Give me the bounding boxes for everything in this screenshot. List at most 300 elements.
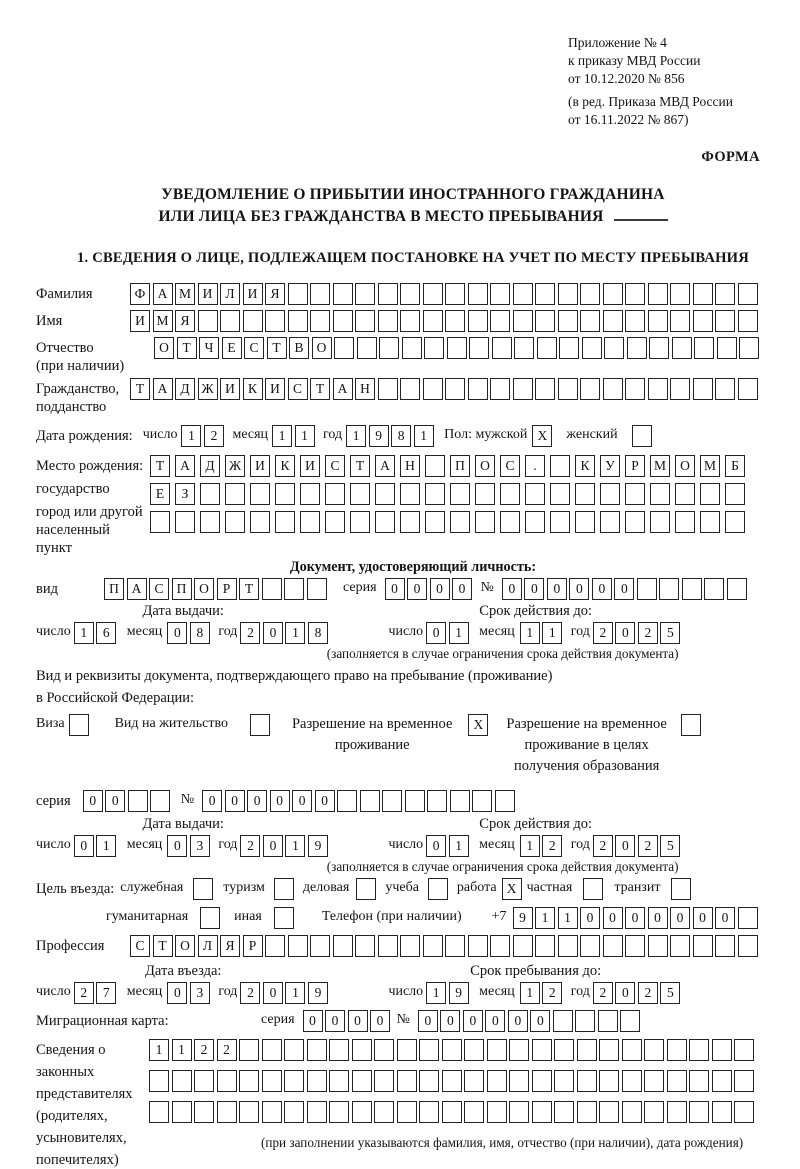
year-label: год	[570, 836, 590, 852]
char-cell: Т	[177, 337, 197, 359]
char-cell: Л	[220, 283, 240, 305]
char-cell	[715, 935, 735, 957]
char-cell	[378, 283, 398, 305]
char-cell	[300, 483, 320, 505]
char-cell: Я	[220, 935, 240, 957]
char-cell	[450, 511, 470, 533]
char-cell	[419, 1070, 439, 1092]
char-cell	[734, 1039, 754, 1061]
char-cell	[537, 337, 557, 359]
sex-female-checkbox	[632, 425, 652, 447]
char-cell	[550, 483, 570, 505]
char-cell	[558, 283, 578, 305]
char-cell: 7	[96, 982, 116, 1004]
char-cell	[603, 935, 623, 957]
char-cell: Б	[725, 455, 745, 477]
char-cell: О	[175, 935, 195, 957]
char-cell	[532, 1101, 552, 1123]
residence-dates-row	[36, 816, 790, 875]
char-cell	[554, 1070, 574, 1092]
char-cell	[243, 310, 263, 332]
char-cell: 8	[308, 622, 328, 644]
valid-note: (заполняется в случае ограничения срока действия документа)	[326, 858, 679, 874]
residence-permit-row	[36, 714, 790, 777]
char-cell	[265, 310, 285, 332]
char-cell	[469, 337, 489, 359]
char-cell	[700, 483, 720, 505]
valid-note: (заполняется в случае ограничения срока действия документа)	[326, 646, 679, 662]
char-cell	[464, 1101, 484, 1123]
char-cell	[667, 1070, 687, 1092]
char-cell	[265, 935, 285, 957]
char-cell	[379, 337, 399, 359]
char-cell	[625, 935, 645, 957]
char-cell: 0	[592, 578, 612, 600]
char-cell: 8	[391, 425, 411, 447]
char-cell: И	[198, 283, 218, 305]
char-cell	[598, 1010, 618, 1032]
char-cell	[667, 1101, 687, 1123]
char-cell: 0	[370, 1010, 390, 1032]
char-cell: А	[333, 378, 353, 400]
char-cell	[400, 310, 420, 332]
char-cell	[172, 1070, 192, 1092]
char-cell	[250, 483, 270, 505]
char-cell	[425, 455, 445, 477]
char-cell: 2	[204, 425, 224, 447]
char-cell	[310, 935, 330, 957]
surname-row	[36, 283, 790, 305]
char-cell: 0	[315, 790, 335, 812]
char-cell	[689, 1070, 709, 1092]
sex-male-checkbox: X	[532, 425, 552, 447]
char-cell: 9	[308, 835, 328, 857]
char-cell	[580, 310, 600, 332]
char-cell: П	[104, 578, 124, 600]
char-cell	[525, 511, 545, 533]
doc-valid-month-cells	[520, 622, 565, 644]
char-cell: 0	[167, 622, 187, 644]
char-cell: Т	[239, 578, 259, 600]
day-label: число	[36, 624, 71, 640]
citizenship-label: Гражданство, подданство	[36, 381, 120, 416]
char-cell: Н	[355, 378, 375, 400]
char-cell	[513, 283, 533, 305]
char-cell: А	[127, 578, 147, 600]
birth-place-cells-block	[150, 455, 750, 539]
char-cell	[262, 1070, 282, 1092]
char-cell	[577, 1039, 597, 1061]
char-cell: А	[153, 283, 173, 305]
char-cell	[300, 511, 320, 533]
surname-label: Фамилия	[36, 286, 93, 303]
char-cell	[509, 1070, 529, 1092]
doc-issue-group	[36, 603, 330, 644]
purpose-private-checkbox	[583, 878, 603, 900]
month-label: месяц	[479, 624, 515, 640]
char-cell	[625, 511, 645, 533]
stay-month-cells	[520, 982, 565, 1004]
char-cell: Т	[130, 378, 150, 400]
char-cell	[424, 337, 444, 359]
char-cell	[378, 310, 398, 332]
char-cell	[659, 578, 679, 600]
purpose-business-checkbox	[356, 878, 376, 900]
char-cell	[715, 378, 735, 400]
char-cell: О	[475, 455, 495, 477]
patronymic-row	[36, 337, 790, 375]
char-cell	[575, 483, 595, 505]
month-label: месяц	[126, 983, 163, 999]
temp-permit-label: Разрешение на временное проживание	[291, 715, 453, 753]
mig-number-label: №	[396, 1011, 410, 1027]
purpose-study-label: учеба	[385, 879, 419, 895]
char-cell	[693, 935, 713, 957]
char-cell	[580, 283, 600, 305]
char-cell	[532, 1039, 552, 1061]
char-cell: 1	[426, 982, 446, 1004]
char-cell: 0	[270, 790, 290, 812]
char-cell	[445, 935, 465, 957]
char-cell	[355, 935, 375, 957]
char-cell	[423, 378, 443, 400]
char-cell	[670, 283, 690, 305]
char-cell	[580, 935, 600, 957]
char-cell: 1	[449, 835, 469, 857]
char-cell	[329, 1039, 349, 1061]
char-cell	[727, 578, 747, 600]
res-issue-month-cells	[167, 835, 212, 857]
char-cell	[423, 283, 443, 305]
res-number-label: №	[180, 791, 195, 807]
identity-doc-header: Документ, удостоверяющий личность:	[289, 559, 537, 576]
char-cell: 0	[452, 578, 472, 600]
char-cell	[650, 483, 670, 505]
char-cell: 0	[325, 1010, 345, 1032]
char-cell	[284, 578, 304, 600]
char-cell	[225, 511, 245, 533]
birth-place-label: Место рождения: государство город или другой населенный пункт	[36, 457, 144, 557]
char-cell	[468, 310, 488, 332]
char-cell: 9	[449, 982, 469, 1004]
char-cell	[689, 1101, 709, 1123]
char-cell: С	[500, 455, 520, 477]
stay-until-group	[388, 963, 682, 1004]
char-cell	[648, 310, 668, 332]
char-cell	[425, 483, 445, 505]
char-cell: 9	[513, 907, 533, 929]
char-cell	[357, 337, 377, 359]
char-cell: 1	[149, 1039, 169, 1061]
char-cell	[682, 578, 702, 600]
char-cell	[738, 907, 758, 929]
char-cell: 0	[615, 982, 635, 1004]
char-cell	[670, 310, 690, 332]
char-cell: Т	[153, 935, 173, 957]
edu-permit-label: Разрешение на временное проживание в целях получения образования	[506, 715, 667, 774]
char-cell: 0	[105, 790, 125, 812]
year-label: год	[570, 624, 590, 640]
char-cell	[535, 378, 555, 400]
char-cell	[355, 283, 375, 305]
entry-year-cells	[240, 982, 330, 1004]
char-cell: 0	[426, 835, 446, 857]
char-cell	[464, 1039, 484, 1061]
char-cell: О	[194, 578, 214, 600]
char-cell	[217, 1101, 237, 1123]
char-cell: Ч	[199, 337, 219, 359]
ref-line: от 10.12.2020 № 856	[568, 70, 685, 86]
char-cell	[194, 1070, 214, 1092]
guardians-cells-3	[149, 1101, 757, 1123]
char-cell	[625, 283, 645, 305]
char-cell	[442, 1101, 462, 1123]
char-cell: 1	[295, 425, 315, 447]
char-cell	[649, 337, 669, 359]
day-label: число	[388, 836, 424, 852]
birth-place-cells-3	[150, 511, 750, 533]
guardians-cells-1	[149, 1039, 757, 1061]
month-label: месяц	[126, 624, 163, 640]
char-cell	[172, 1101, 192, 1123]
char-cell	[333, 310, 353, 332]
char-cell	[558, 310, 578, 332]
char-cell	[689, 1039, 709, 1061]
char-cell	[694, 337, 714, 359]
char-cell: 0	[430, 578, 450, 600]
char-cell	[603, 310, 623, 332]
char-cell	[535, 283, 555, 305]
stay-day-cells	[426, 982, 471, 1004]
day-label: число	[36, 836, 71, 852]
char-cell	[472, 790, 492, 812]
purpose-row-2	[36, 907, 790, 929]
char-cell	[625, 483, 645, 505]
visa-label: Виза	[36, 715, 65, 731]
char-cell	[603, 378, 623, 400]
char-cell	[675, 483, 695, 505]
char-cell: И	[250, 455, 270, 477]
char-cell	[194, 1101, 214, 1123]
char-cell: Д	[200, 455, 220, 477]
char-cell: Т	[150, 455, 170, 477]
char-cell: И	[130, 310, 150, 332]
doc-valid-day-cells	[426, 622, 471, 644]
res-valid-day-cells	[426, 835, 471, 857]
char-cell	[734, 1101, 754, 1123]
doc-series-cells	[385, 578, 475, 600]
char-cell	[644, 1101, 664, 1123]
char-cell: Р	[625, 455, 645, 477]
char-cell: Ф	[130, 283, 150, 305]
purpose-official-checkbox	[193, 878, 213, 900]
char-cell	[514, 337, 534, 359]
char-cell	[577, 1101, 597, 1123]
res-series-cells	[83, 790, 173, 812]
char-cell	[400, 511, 420, 533]
purpose-official-label: служебная	[120, 879, 184, 895]
patronymic-cells	[154, 337, 762, 359]
profession-row	[36, 935, 790, 957]
char-cell	[374, 1101, 394, 1123]
char-cell	[402, 337, 422, 359]
char-cell	[375, 511, 395, 533]
char-cell	[262, 1101, 282, 1123]
char-cell: К	[575, 455, 595, 477]
char-cell	[352, 1070, 372, 1092]
char-cell	[225, 483, 245, 505]
purpose-private-label: частная	[526, 879, 573, 895]
char-cell	[715, 310, 735, 332]
char-cell: 2	[74, 982, 94, 1004]
mig-series-cells	[303, 1010, 393, 1032]
char-cell: Д	[175, 378, 195, 400]
char-cell	[553, 1010, 573, 1032]
purpose-transit-label: транзит	[614, 879, 661, 895]
birth-year-cells	[346, 425, 436, 447]
forma-label: ФОРМА	[701, 149, 760, 166]
res-issue-year-cells	[240, 835, 330, 857]
char-cell	[693, 310, 713, 332]
char-cell	[513, 310, 533, 332]
char-cell: М	[650, 455, 670, 477]
char-cell	[397, 1101, 417, 1123]
ref-line: к приказу МВД России	[568, 52, 701, 68]
char-cell: 2	[240, 982, 260, 1004]
char-cell	[382, 790, 402, 812]
char-cell: Л	[198, 935, 218, 957]
char-cell	[535, 310, 555, 332]
char-cell	[175, 511, 195, 533]
char-cell: С	[244, 337, 264, 359]
char-cell: И	[265, 378, 285, 400]
stay-until-header: Срок пребывания до:	[470, 962, 602, 979]
char-cell	[310, 283, 330, 305]
char-cell: 1	[181, 425, 201, 447]
char-cell: Т	[350, 455, 370, 477]
char-cell	[450, 790, 470, 812]
month-label: месяц	[479, 836, 515, 852]
char-cell	[337, 790, 357, 812]
purpose-row	[36, 878, 790, 900]
char-cell: 0	[625, 907, 645, 929]
char-cell: 5	[660, 835, 680, 857]
char-cell: Н	[400, 455, 420, 477]
mig-series-label: серия	[261, 1011, 295, 1027]
char-cell	[738, 283, 758, 305]
char-cell: 0	[603, 907, 623, 929]
given-name-label: Имя	[36, 313, 63, 330]
char-cell: 1	[558, 907, 578, 929]
char-cell	[509, 1039, 529, 1061]
char-cell	[442, 1039, 462, 1061]
char-cell	[712, 1070, 732, 1092]
char-cell	[625, 378, 645, 400]
char-cell	[419, 1101, 439, 1123]
residence-doc-text-2: в Российской Федерации:	[36, 689, 195, 706]
day-label: число	[142, 426, 178, 442]
char-cell	[704, 578, 724, 600]
char-cell	[468, 935, 488, 957]
char-cell	[150, 790, 170, 812]
char-cell: 1	[520, 982, 540, 1004]
doc-issue-year-cells	[240, 622, 330, 644]
doc-valid-group	[326, 603, 682, 662]
char-cell	[600, 483, 620, 505]
char-cell: С	[325, 455, 345, 477]
char-cell	[739, 337, 759, 359]
char-cell: 2	[593, 622, 613, 644]
char-cell: 1	[449, 622, 469, 644]
phone-prefix: +7	[491, 908, 507, 924]
doc-issue-day-cells	[74, 622, 119, 644]
char-cell: .	[525, 455, 545, 477]
char-cell	[672, 337, 692, 359]
female-label: женский	[566, 426, 618, 442]
issue-date-header: Дата выдачи:	[142, 603, 224, 620]
char-cell	[490, 283, 510, 305]
char-cell	[712, 1039, 732, 1061]
char-cell: 0	[615, 622, 635, 644]
char-cell: И	[300, 455, 320, 477]
issue-date-header: Дата выдачи:	[142, 815, 224, 832]
char-cell	[650, 511, 670, 533]
char-cell	[334, 337, 354, 359]
profession-cells	[130, 935, 760, 957]
char-cell: 0	[167, 835, 187, 857]
char-cell	[644, 1039, 664, 1061]
char-cell: 2	[638, 622, 658, 644]
char-cell: 1	[172, 1039, 192, 1061]
residence-series-row	[36, 790, 790, 812]
char-cell: С	[288, 378, 308, 400]
char-cell	[217, 1070, 237, 1092]
char-cell: Я	[265, 283, 285, 305]
char-cell: П	[450, 455, 470, 477]
char-cell: 0	[693, 907, 713, 929]
char-cell	[333, 935, 353, 957]
char-cell: О	[154, 337, 174, 359]
char-cell: 0	[263, 835, 283, 857]
char-cell: 0	[263, 982, 283, 1004]
char-cell: 0	[485, 1010, 505, 1032]
char-cell: 9	[369, 425, 389, 447]
char-cell	[400, 283, 420, 305]
doc-kind-label: вид	[36, 581, 58, 598]
char-cell: 0	[348, 1010, 368, 1032]
char-cell	[405, 790, 425, 812]
char-cell	[360, 790, 380, 812]
char-cell	[307, 1070, 327, 1092]
char-cell: 0	[74, 835, 94, 857]
char-cell	[284, 1101, 304, 1123]
char-cell	[350, 483, 370, 505]
char-cell: 5	[660, 622, 680, 644]
temp-permit-checkbox: X	[468, 714, 488, 736]
char-cell	[644, 1070, 664, 1092]
char-cell: 0	[440, 1010, 460, 1032]
char-cell: А	[153, 378, 173, 400]
sex-label: Пол: мужской	[444, 426, 528, 442]
char-cell	[558, 935, 578, 957]
char-cell	[513, 378, 533, 400]
char-cell: 0	[385, 578, 405, 600]
res-valid-group	[326, 815, 682, 875]
birth-place-cells-2	[150, 483, 750, 505]
char-cell: Е	[222, 337, 242, 359]
visa-checkbox	[69, 714, 89, 736]
res-series-label: серия	[36, 792, 71, 809]
